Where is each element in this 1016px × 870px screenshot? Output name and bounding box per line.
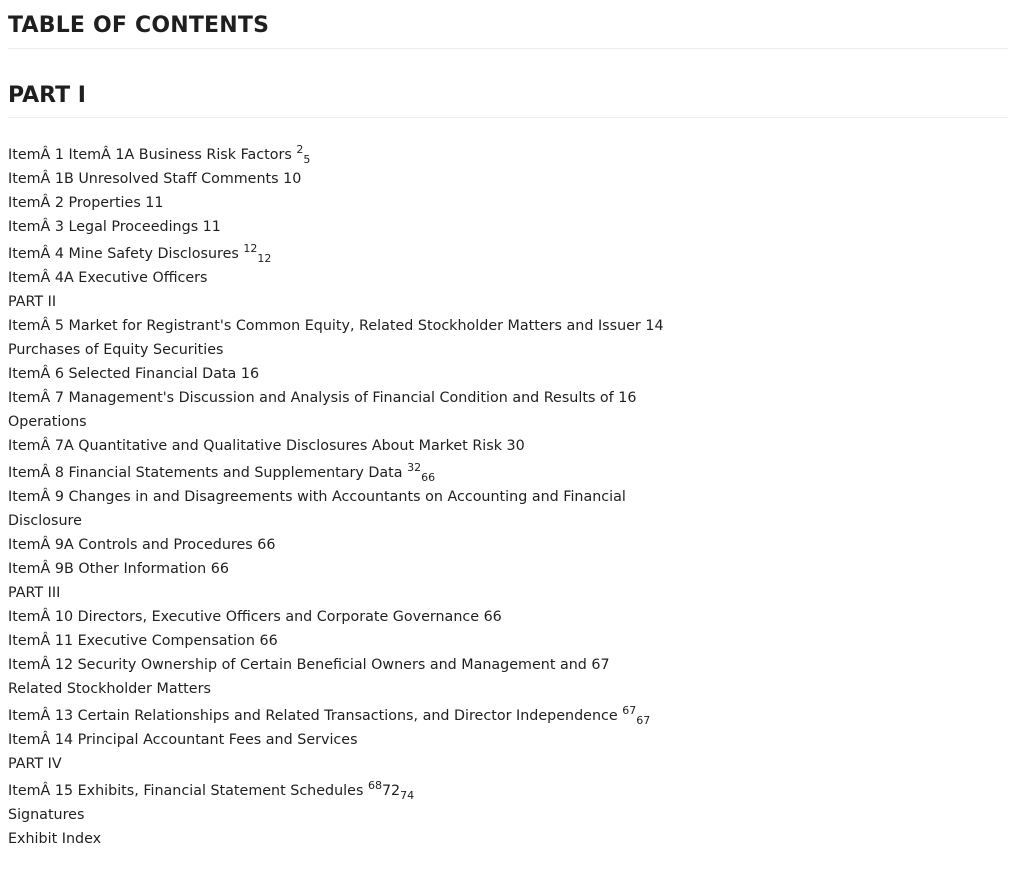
page-ref-sub: 66 xyxy=(421,471,436,484)
toc-line xyxy=(8,338,668,362)
toc-line xyxy=(8,581,668,605)
toc-line xyxy=(8,191,668,215)
toc-line-text: ItemÂ 7 Management's Discussion and Analysis of Financial Condition and Results of 16 xyxy=(8,390,637,406)
toc-line xyxy=(8,239,668,266)
toc-line-text: Disclosure xyxy=(8,513,82,529)
toc-line-text: ItemÂ 13 Certain Relationships and Related Transactions, and Director Independence xyxy=(8,708,623,724)
toc-line xyxy=(8,290,668,314)
toc-line-text: PART III xyxy=(8,585,61,601)
page-ref-sup: 68 xyxy=(367,779,382,792)
toc-line xyxy=(8,509,668,533)
toc-line-text: ItemÂ 15 Exhibits, Financial Statement Schedules xyxy=(8,783,368,799)
toc-line xyxy=(8,677,668,701)
toc-line xyxy=(8,266,668,290)
toc-line-text: ItemÂ 11 Executive Compensation 66 xyxy=(8,633,278,649)
toc-line xyxy=(8,410,668,434)
page-ref-sup: 67 xyxy=(622,704,637,717)
toc-line-text: ItemÂ 7A Quantitative and Qualitative Disclosures About Market Risk 30 xyxy=(8,438,525,454)
toc-line-text: ItemÂ 6 Selected Financial Data 16 xyxy=(8,366,260,382)
toc-line xyxy=(8,533,668,557)
toc-line xyxy=(8,803,668,827)
toc-line xyxy=(8,752,668,776)
toc-line-text: ItemÂ 1B Unresolved Staff Comments 10 xyxy=(8,171,302,187)
toc-line xyxy=(8,776,668,803)
toc-line-text: ItemÂ 8 Financial Statements and Supplementary Data xyxy=(8,465,408,481)
toc-line-text: Exhibit Index xyxy=(8,831,102,847)
page-ref-sup: 32 xyxy=(407,461,422,474)
toc-line-text: ItemÂ 1 ItemÂ 1A Business Risk Factors xyxy=(8,147,297,163)
page-ref-sub: 12 xyxy=(257,252,272,265)
toc-line xyxy=(8,557,668,581)
toc-line-text: ItemÂ 2 Properties 11 xyxy=(8,195,164,211)
toc-line xyxy=(8,485,668,509)
toc-line xyxy=(8,827,668,851)
toc-line xyxy=(8,386,668,410)
toc-line-text: ItemÂ 14 Principal Accountant Fees and Services xyxy=(8,732,358,748)
toc-list xyxy=(8,140,668,851)
toc-line xyxy=(8,653,668,677)
toc-line-text: ItemÂ 3 Legal Proceedings 11 xyxy=(8,219,221,235)
toc-title: TABLE OF CONTENTS xyxy=(8,13,270,38)
toc-line xyxy=(8,605,668,629)
toc-line-text: ItemÂ 9A Controls and Procedures 66 xyxy=(8,537,276,553)
toc-line-text: ItemÂ 4 Mine Safety Disclosures xyxy=(8,246,244,262)
toc-line xyxy=(8,629,668,653)
page-ref-sup: 2 xyxy=(296,143,304,156)
toc-line-text: ItemÂ 9B Other Information 66 xyxy=(8,561,229,577)
title-divider xyxy=(8,48,1008,49)
toc-line-text: ItemÂ 5 Market for Registrant's Common Equity, Related Stockholder Matters and Issuer 14 xyxy=(8,318,664,334)
page-ref-sub: 74 xyxy=(400,789,415,802)
page-ref-sub: 5 xyxy=(303,153,311,166)
toc-line xyxy=(8,728,668,752)
toc-line-text: ItemÂ 10 Directors, Executive Officers and Corporate Governance 66 xyxy=(8,609,502,625)
page-ref-sup: 12 xyxy=(243,242,258,255)
toc-line-text: ItemÂ 4A Executive Officers xyxy=(8,270,208,286)
toc-line xyxy=(8,314,668,338)
toc-line xyxy=(8,215,668,239)
toc-line-text: Purchases of Equity Securities xyxy=(8,342,224,358)
toc-line xyxy=(8,458,668,485)
toc-line xyxy=(8,434,668,458)
toc-line-text: Signatures xyxy=(8,807,85,823)
toc-line xyxy=(8,140,668,167)
page-ref-mid: 72 xyxy=(381,783,401,799)
page-ref-sub: 67 xyxy=(636,714,651,727)
toc-line-text: PART IV xyxy=(8,756,62,772)
toc-line-text: Related Stockholder Matters xyxy=(8,681,211,697)
toc-line xyxy=(8,362,668,386)
toc-line xyxy=(8,701,668,728)
part-divider xyxy=(8,117,1008,118)
toc-line-text: ItemÂ 9 Changes in and Disagreements with Accountants on Accounting and Financial xyxy=(8,489,626,505)
toc-line-text: ItemÂ 12 Security Ownership of Certain Beneficial Owners and Management and 67 xyxy=(8,657,610,673)
part-heading: PART I xyxy=(8,83,86,108)
toc-line xyxy=(8,167,668,191)
toc-line-text: Operations xyxy=(8,414,87,430)
toc-line-text: PART II xyxy=(8,294,57,310)
